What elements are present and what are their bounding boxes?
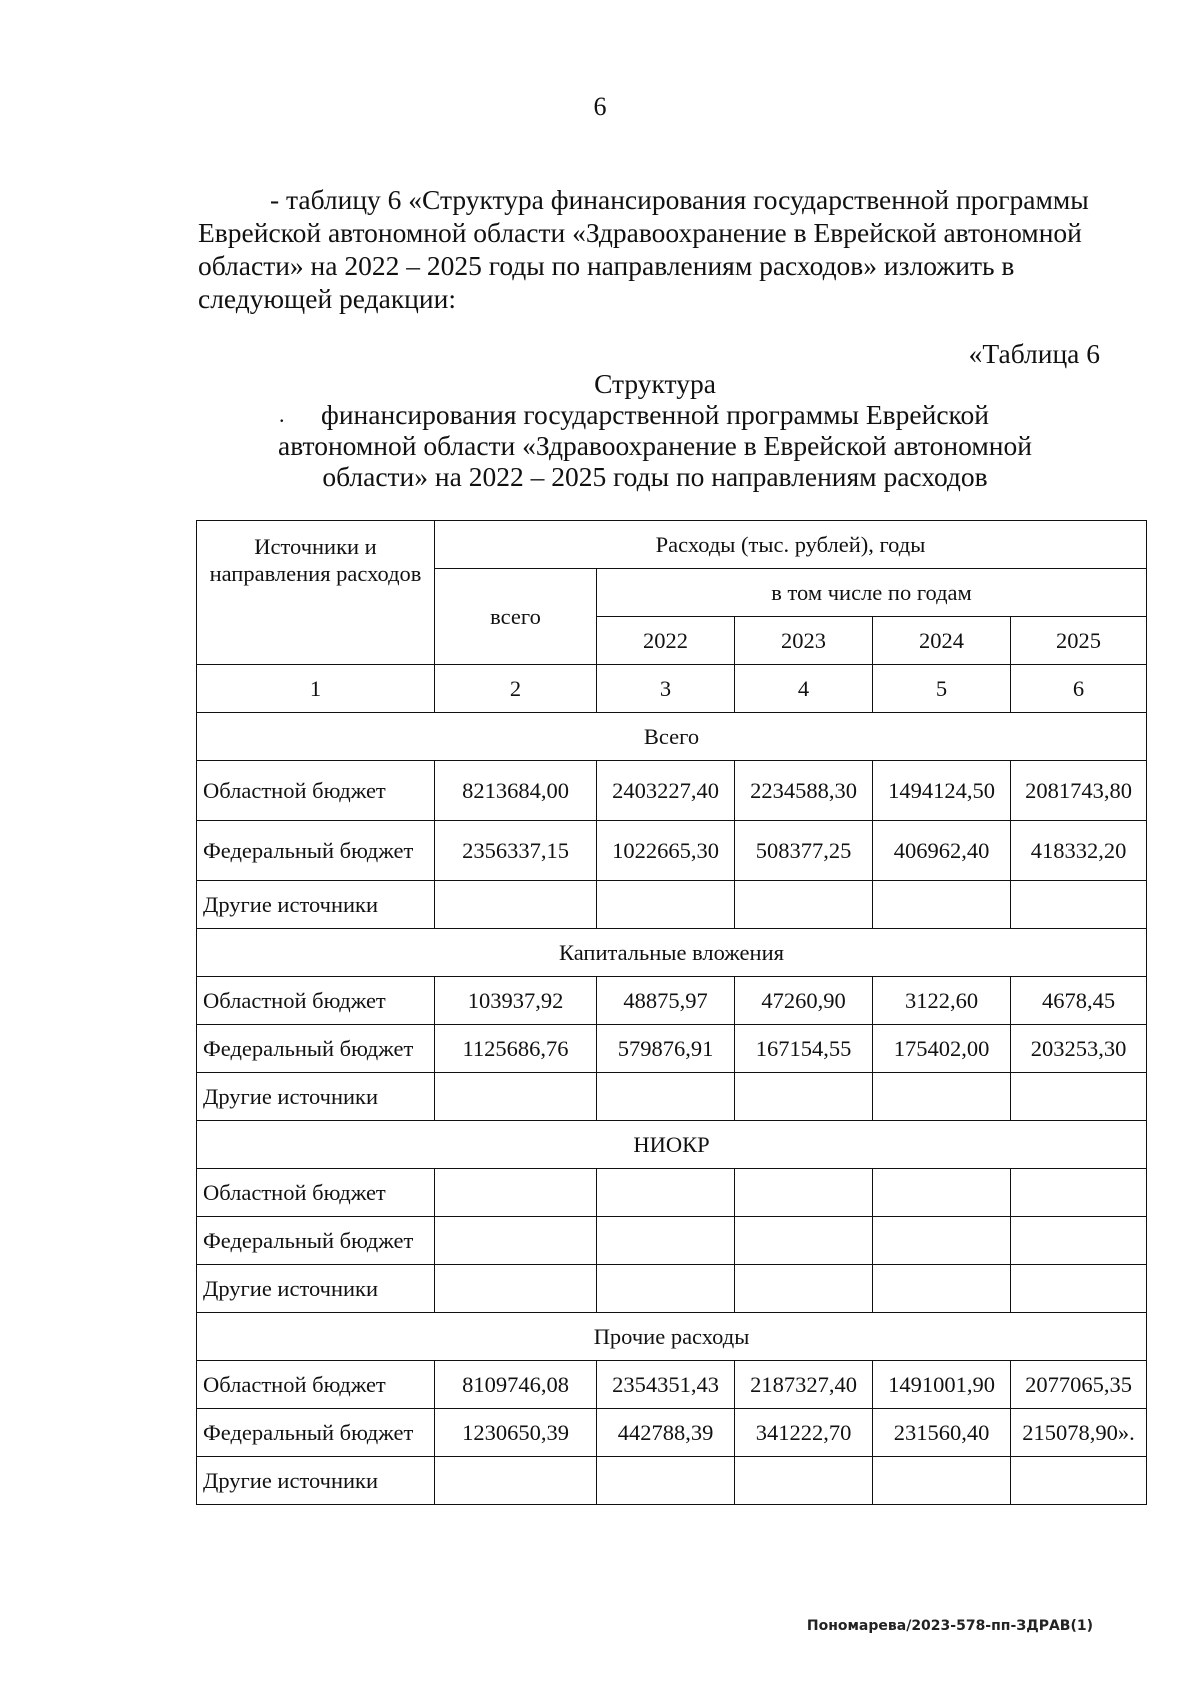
section-row <box>197 713 1147 761</box>
table-title-line: финансирования государственной программы Еврейской <box>321 399 989 430</box>
financing-table <box>196 520 1147 1505</box>
value-cell: 2403227,40 <box>597 761 735 821</box>
value-cell: 3122,60 <box>873 977 1011 1025</box>
source-cell: Федеральный бюджет <box>197 821 435 881</box>
value-cell <box>1011 881 1147 929</box>
page-number: 6 <box>593 92 607 121</box>
table-row <box>197 821 1147 881</box>
intro-line: Еврейской автономной области «Здравоохранение в Еврейской автономной <box>198 217 1082 248</box>
header-year: 2024 <box>873 617 1011 665</box>
header-year: 2025 <box>1011 617 1147 665</box>
table-title-line: Структура <box>594 368 716 399</box>
value-cell <box>435 1457 597 1505</box>
value-cell: 167154,55 <box>735 1025 873 1073</box>
column-number: 5 <box>873 665 1011 713</box>
value-cell <box>735 1457 873 1505</box>
value-cell: 8109746,08 <box>435 1361 597 1409</box>
value-cell <box>873 881 1011 929</box>
value-cell <box>873 1073 1011 1121</box>
value-cell <box>1011 1265 1147 1313</box>
column-number: 6 <box>1011 665 1147 713</box>
table-row <box>197 1457 1147 1505</box>
value-cell <box>435 881 597 929</box>
section-row <box>197 1121 1147 1169</box>
value-cell <box>735 1265 873 1313</box>
value-cell: 1022665,30 <box>597 821 735 881</box>
value-cell: 4678,45 <box>1011 977 1147 1025</box>
value-cell: 2356337,15 <box>435 821 597 881</box>
value-cell <box>435 1217 597 1265</box>
value-cell: 103937,92 <box>435 977 597 1025</box>
section-title: НИОКР <box>197 1121 1147 1169</box>
value-cell: 2077065,35 <box>1011 1361 1147 1409</box>
value-cell <box>873 1217 1011 1265</box>
section-row <box>197 929 1147 977</box>
source-cell: Областной бюджет <box>197 977 435 1025</box>
intro-line: следующей редакции: <box>198 283 456 314</box>
table-label: «Таблица 6 <box>968 338 1100 369</box>
value-cell: 2081743,80 <box>1011 761 1147 821</box>
source-cell: Другие источники <box>197 1073 435 1121</box>
value-cell <box>1011 1457 1147 1505</box>
value-cell: 2354351,43 <box>597 1361 735 1409</box>
column-number: 1 <box>197 665 435 713</box>
table-row <box>197 1073 1147 1121</box>
value-cell <box>873 1169 1011 1217</box>
value-cell <box>1011 1169 1147 1217</box>
source-cell: Областной бюджет <box>197 1361 435 1409</box>
value-cell: 1494124,50 <box>873 761 1011 821</box>
intro-line: - таблицу 6 «Структура финансирования государственной программы <box>270 184 1089 215</box>
value-cell: 1125686,76 <box>435 1025 597 1073</box>
value-cell: 215078,90». <box>1011 1409 1147 1457</box>
intro-paragraph <box>198 183 1100 315</box>
title-dot: . <box>279 402 285 427</box>
document-code: Пономарева/2023-578-пп-ЗДРАВ(1) <box>806 1618 1093 1634</box>
table-title-line: автономной области «Здравоохранение в Еврейской автономной <box>278 430 1032 461</box>
value-cell <box>735 1217 873 1265</box>
column-number: 3 <box>597 665 735 713</box>
value-cell: 579876,91 <box>597 1025 735 1073</box>
table-row <box>197 1361 1147 1409</box>
value-cell: 1230650,39 <box>435 1409 597 1457</box>
value-cell: 2234588,30 <box>735 761 873 821</box>
section-title: Прочие расходы <box>197 1313 1147 1361</box>
header-sources: Источники и направления расходов <box>197 521 435 665</box>
section-row <box>197 1313 1147 1361</box>
source-cell: Федеральный бюджет <box>197 1217 435 1265</box>
table-row <box>197 1409 1147 1457</box>
value-cell: 203253,30 <box>1011 1025 1147 1073</box>
source-cell: Областной бюджет <box>197 1169 435 1217</box>
value-cell <box>735 1073 873 1121</box>
header-total: всего <box>435 569 597 665</box>
table-title <box>0 368 1200 492</box>
value-cell <box>597 881 735 929</box>
value-cell <box>597 1457 735 1505</box>
value-cell <box>435 1073 597 1121</box>
value-cell: 341222,70 <box>735 1409 873 1457</box>
source-cell: Другие источники <box>197 1457 435 1505</box>
value-cell: 2187327,40 <box>735 1361 873 1409</box>
table-row <box>197 1217 1147 1265</box>
value-cell: 418332,20 <box>1011 821 1147 881</box>
table-row <box>197 1265 1147 1313</box>
value-cell <box>735 881 873 929</box>
header-year: 2022 <box>597 617 735 665</box>
source-cell: Другие источники <box>197 1265 435 1313</box>
value-cell: 406962,40 <box>873 821 1011 881</box>
header-year: 2023 <box>735 617 873 665</box>
value-cell <box>873 1265 1011 1313</box>
header-expenses: Расходы (тыс. рублей), годы <box>435 521 1147 569</box>
value-cell <box>597 1169 735 1217</box>
source-cell: Федеральный бюджет <box>197 1409 435 1457</box>
value-cell: 48875,97 <box>597 977 735 1025</box>
value-cell <box>597 1265 735 1313</box>
value-cell <box>1011 1217 1147 1265</box>
table-row <box>197 1169 1147 1217</box>
header-including: в том числе по годам <box>597 569 1147 617</box>
value-cell <box>597 1073 735 1121</box>
value-cell: 442788,39 <box>597 1409 735 1457</box>
section-title: Капитальные вложения <box>197 929 1147 977</box>
value-cell: 508377,25 <box>735 821 873 881</box>
source-cell: Областной бюджет <box>197 761 435 821</box>
table-row <box>197 977 1147 1025</box>
column-number: 4 <box>735 665 873 713</box>
value-cell <box>735 1169 873 1217</box>
column-number: 2 <box>435 665 597 713</box>
intro-line: области» на 2022 – 2025 годы по направлениям расходов» изложить в <box>198 250 1015 281</box>
source-cell: Федеральный бюджет <box>197 1025 435 1073</box>
value-cell <box>597 1217 735 1265</box>
section-title: Всего <box>197 713 1147 761</box>
value-cell: 8213684,00 <box>435 761 597 821</box>
source-cell: Другие источники <box>197 881 435 929</box>
value-cell: 47260,90 <box>735 977 873 1025</box>
value-cell: 1491001,90 <box>873 1361 1011 1409</box>
value-cell <box>873 1457 1011 1505</box>
value-cell: 175402,00 <box>873 1025 1011 1073</box>
table-row <box>197 881 1147 929</box>
value-cell <box>435 1169 597 1217</box>
value-cell <box>1011 1073 1147 1121</box>
value-cell <box>435 1265 597 1313</box>
table-title-line: области» на 2022 – 2025 годы по направлениям расходов <box>322 461 988 492</box>
table-row <box>197 761 1147 821</box>
table-row <box>197 1025 1147 1073</box>
value-cell: 231560,40 <box>873 1409 1011 1457</box>
